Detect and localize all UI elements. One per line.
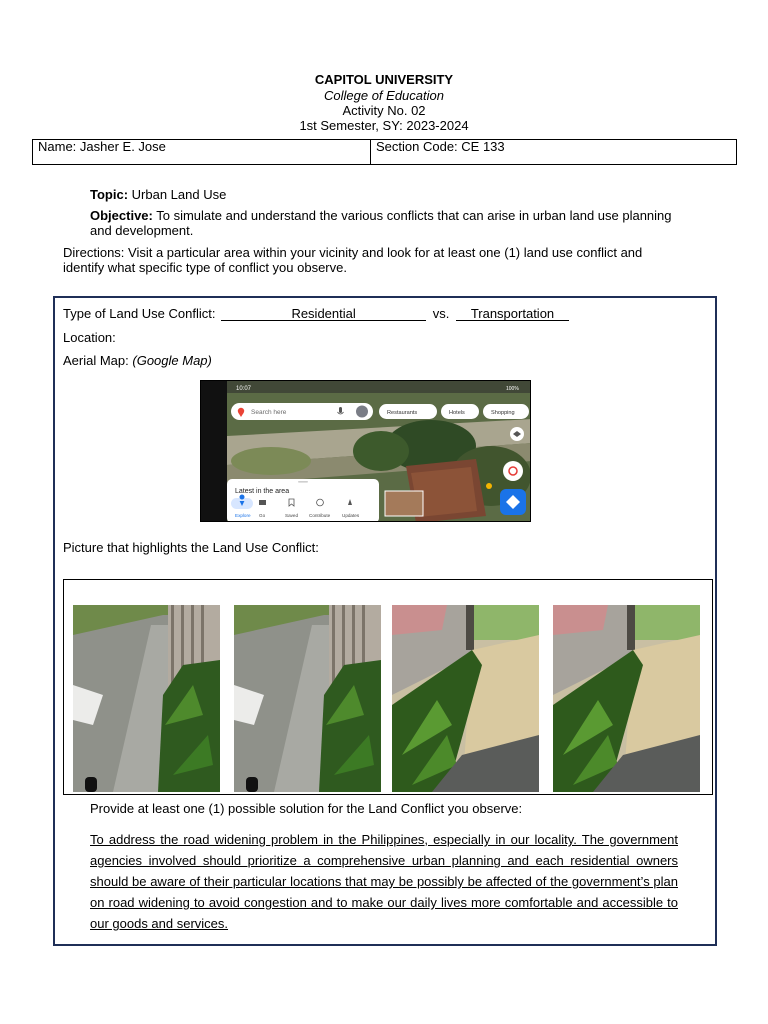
section-code: Section Code: CE 133 bbox=[376, 139, 505, 154]
aerial-map-label: Aerial Map: bbox=[63, 353, 129, 368]
university-name: CAPITOL UNIVERSITY bbox=[314, 72, 454, 87]
conflict-photo-4 bbox=[553, 605, 700, 792]
aerial-map-screenshot bbox=[200, 380, 531, 522]
directions: Directions: Visit a particular area within your vicinity and look for at least one (1) land use conflict and identify what specific type of conflict you observe. bbox=[63, 245, 643, 275]
search-placeholder: Search here bbox=[251, 409, 287, 416]
go-icon bbox=[259, 500, 266, 505]
semester: 1st Semester, SY: 2023-2024 bbox=[299, 118, 469, 133]
nav-explore[interactable]: Explore bbox=[235, 513, 251, 518]
topic-label: Topic: bbox=[90, 187, 129, 202]
conflict-type-a: Residential bbox=[221, 307, 426, 321]
activity-number: Activity No. 02 bbox=[342, 103, 426, 118]
topic-value: Urban Land Use bbox=[131, 187, 227, 202]
status-battery: 100% bbox=[506, 386, 519, 392]
student-name: Name: Jasher E. Jose bbox=[33, 140, 371, 164]
conflict-photo-3 bbox=[392, 605, 539, 792]
aerial-map-line bbox=[63, 353, 212, 368]
area-photo-thumbnail[interactable] bbox=[385, 491, 423, 516]
college-name: College of Education bbox=[324, 88, 444, 103]
aerial-map-source: (Google Map) bbox=[132, 353, 212, 368]
conflict-type-line bbox=[63, 306, 569, 321]
topic-line bbox=[90, 187, 226, 202]
objective-label: Objective: bbox=[90, 208, 153, 223]
place-marker-icon bbox=[486, 483, 492, 489]
conflict-photo-1 bbox=[73, 605, 220, 792]
info-table bbox=[32, 139, 737, 165]
nav-saved[interactable]: Saved bbox=[285, 513, 299, 518]
conflict-photo-2 bbox=[234, 605, 381, 792]
location-label: Location: bbox=[63, 330, 116, 345]
chip-hotels-label: Hotels bbox=[449, 410, 465, 416]
vs-label: vs. bbox=[432, 306, 450, 321]
picture-label: Picture that highlights the Land Use Conflict: bbox=[63, 540, 319, 555]
nav-updates[interactable]: Updates bbox=[342, 513, 360, 518]
chip-restaurants-label: Restaurants bbox=[387, 410, 418, 416]
objective-line bbox=[90, 208, 690, 238]
nav-go[interactable]: Go bbox=[259, 513, 266, 518]
status-time: 10:07 bbox=[236, 386, 252, 392]
conflict-type-label: Type of Land Use Conflict: bbox=[63, 306, 216, 321]
solution-text: To address the road widening problem in the Philippines, especially in our locality. The government agencies involved should prioritize a comprehensive urban planning and each residential owners should be aware of their particular locations that may be possibly be affected of the government’s plan on road widening to avoid congestion and to make our daily lives more comfortable and accessible to our goods and services. bbox=[90, 832, 678, 931]
solution-prompt: Provide at least one (1) possible solution for the Land Conflict you observe: bbox=[90, 801, 523, 816]
map-satellite bbox=[201, 381, 531, 522]
objective-value: To simulate and understand the various conflicts that can arise in urban land use planning and development. bbox=[90, 208, 672, 238]
nav-contribute[interactable]: Contribute bbox=[309, 513, 331, 518]
avatar[interactable] bbox=[356, 406, 368, 418]
chip-shopping-label: Shopping bbox=[491, 410, 515, 416]
sheet-title: Latest in the area bbox=[235, 488, 290, 495]
conflict-type-b: Transportation bbox=[456, 307, 569, 321]
record-button[interactable] bbox=[503, 461, 523, 481]
